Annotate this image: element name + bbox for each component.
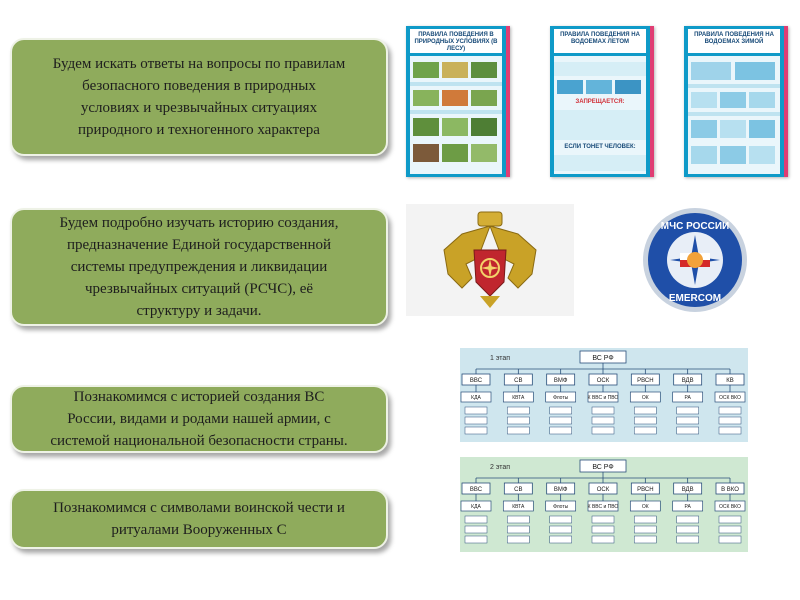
- leaf-node: [634, 407, 656, 414]
- branch-label: РВСН: [637, 378, 654, 384]
- leaf-node: [634, 417, 656, 424]
- branch-label: ВМФ: [553, 487, 568, 493]
- leaf-node: [634, 427, 656, 434]
- sub-label: КДА: [471, 395, 481, 401]
- mchs-badge: [640, 205, 750, 315]
- info-block-armed-forces: [10, 385, 388, 453]
- poster-forest-safety: [406, 26, 510, 177]
- leaf-node: [550, 526, 572, 533]
- info-block-text: Будем подробно изучать историю создания, предназначение Единой государственной системы предупреждения и ликвидации чрезвычайных ситуаций (РСЧС), её структуру и задачи.: [59, 215, 339, 319]
- leaf-node: [677, 526, 699, 533]
- leaf-node: [507, 407, 529, 414]
- leaf-node: [507, 427, 529, 434]
- branch-label: ВВС: [469, 487, 483, 493]
- leaf-node: [465, 427, 487, 434]
- leaf-node: [465, 516, 487, 523]
- leaf-node: [634, 536, 656, 543]
- branch-label: ВВС: [469, 378, 483, 384]
- leaf-node: [465, 526, 487, 533]
- org-chart-stage-2: [460, 457, 748, 552]
- sub-label: К ВВС и ПВО: [587, 395, 619, 401]
- leaf-node: [634, 526, 656, 533]
- root-label: ВС РФ: [592, 355, 614, 362]
- leaf-node: [719, 526, 741, 533]
- sub-label: ОСК ВКО: [719, 504, 741, 510]
- poster-body: [410, 56, 502, 174]
- leaf-node: [677, 407, 699, 414]
- sub-label: ОСК ВКО: [719, 395, 741, 401]
- leaf-node: [592, 427, 614, 434]
- leaf-node: [507, 526, 529, 533]
- leaf-node: [550, 516, 572, 523]
- poster-subtitle: ЕСЛИ ТОНЕТ ЧЕЛОВЕК:: [564, 144, 636, 150]
- branch-label: В ВКО: [721, 487, 739, 493]
- org-chart-stage-1: [460, 348, 748, 442]
- leaf-node: [677, 417, 699, 424]
- leaf-node: [507, 417, 529, 424]
- branch-label: СВ: [514, 378, 523, 384]
- leaf-node: [677, 516, 699, 523]
- eagle-icon: [444, 212, 536, 308]
- branch-label: РВСН: [637, 487, 654, 493]
- branch-label: СВ: [514, 487, 523, 493]
- poster-winter-water-safety: [684, 26, 788, 177]
- leaf-node: [592, 417, 614, 424]
- sub-label: ОК: [641, 504, 649, 510]
- info-block-military-honor: [10, 489, 388, 549]
- leaf-node: [677, 427, 699, 434]
- poster-title: ПРАВИЛА ПОВЕДЕНИЯ НА ВОДОЕМАХ ЛЕТОМ: [554, 29, 646, 53]
- poster-subtitle: ЗАПРЕЩАЕТСЯ:: [575, 99, 625, 105]
- leaf-node: [592, 536, 614, 543]
- poster-body: [554, 56, 646, 174]
- sub-label: Флоты: [553, 504, 569, 510]
- leaf-node: [550, 407, 572, 414]
- leaf-node: [719, 417, 741, 424]
- emercom-coat-of-arms: [406, 204, 574, 316]
- info-block-text: Познакомимся с символами воинской чести и ритуалами Вооруженных С: [53, 500, 345, 538]
- leaf-node: [550, 536, 572, 543]
- branch-label: ВМФ: [553, 378, 568, 384]
- branch-label: ОСК: [596, 487, 610, 493]
- sub-label: КВТА: [512, 504, 525, 510]
- sub-label: РА: [684, 504, 691, 510]
- info-block-text: Познакомимся с историей создания ВС России, видами и родами нашей армии, с системой национальной безопасности страны.: [50, 389, 348, 449]
- leaf-node: [719, 427, 741, 434]
- leaf-node: [677, 536, 699, 543]
- leaf-node: [592, 516, 614, 523]
- leaf-node: [507, 516, 529, 523]
- leaf-node: [719, 516, 741, 523]
- badge-bottom-text: EMERCOM: [668, 293, 722, 304]
- leaf-node: [719, 536, 741, 543]
- info-block-text: Будем искать ответы на вопросы по правилам безопасного поведения в природных условиях и чрезвычайных ситуациях природного и техногенного характера: [52, 56, 346, 138]
- sub-label: ОК: [641, 395, 649, 401]
- leaf-node: [465, 407, 487, 414]
- root-label: ВС РФ: [592, 464, 614, 471]
- branch-label: КВ: [726, 378, 734, 384]
- poster-title: ПРАВИЛА ПОВЕДЕНИЯ НА ВОДОЕМАХ ЗИМОЙ: [688, 29, 780, 53]
- sub-label: Флоты: [553, 395, 569, 401]
- stage-label: 1 этап: [490, 355, 511, 362]
- stage-label: 2 этап: [490, 464, 511, 471]
- poster-title: ПРАВИЛА ПОВЕДЕНИЯ В ПРИРОДНЫХ УСЛОВИЯХ (В ЛЕСУ): [410, 29, 502, 53]
- leaf-node: [592, 526, 614, 533]
- leaf-node: [550, 427, 572, 434]
- poster-body: [688, 56, 780, 174]
- info-block-safety: [10, 38, 388, 156]
- sub-label: КДА: [471, 504, 481, 510]
- branch-label: ОСК: [596, 378, 610, 384]
- branch-label: ВДВ: [681, 378, 694, 384]
- poster-summer-water-safety: [550, 26, 654, 177]
- sub-label: К ВВС и ПВО: [587, 504, 619, 510]
- leaf-node: [465, 536, 487, 543]
- badge-top-text: МЧС РОССИИ: [660, 221, 730, 232]
- info-block-rschs: [10, 208, 388, 326]
- sub-label: РА: [684, 395, 691, 401]
- leaf-node: [507, 536, 529, 543]
- leaf-node: [719, 407, 741, 414]
- sub-label: КВТА: [512, 395, 525, 401]
- leaf-node: [592, 407, 614, 414]
- leaf-node: [465, 417, 487, 424]
- branch-label: ВДВ: [681, 487, 694, 493]
- leaf-node: [550, 417, 572, 424]
- leaf-node: [634, 516, 656, 523]
